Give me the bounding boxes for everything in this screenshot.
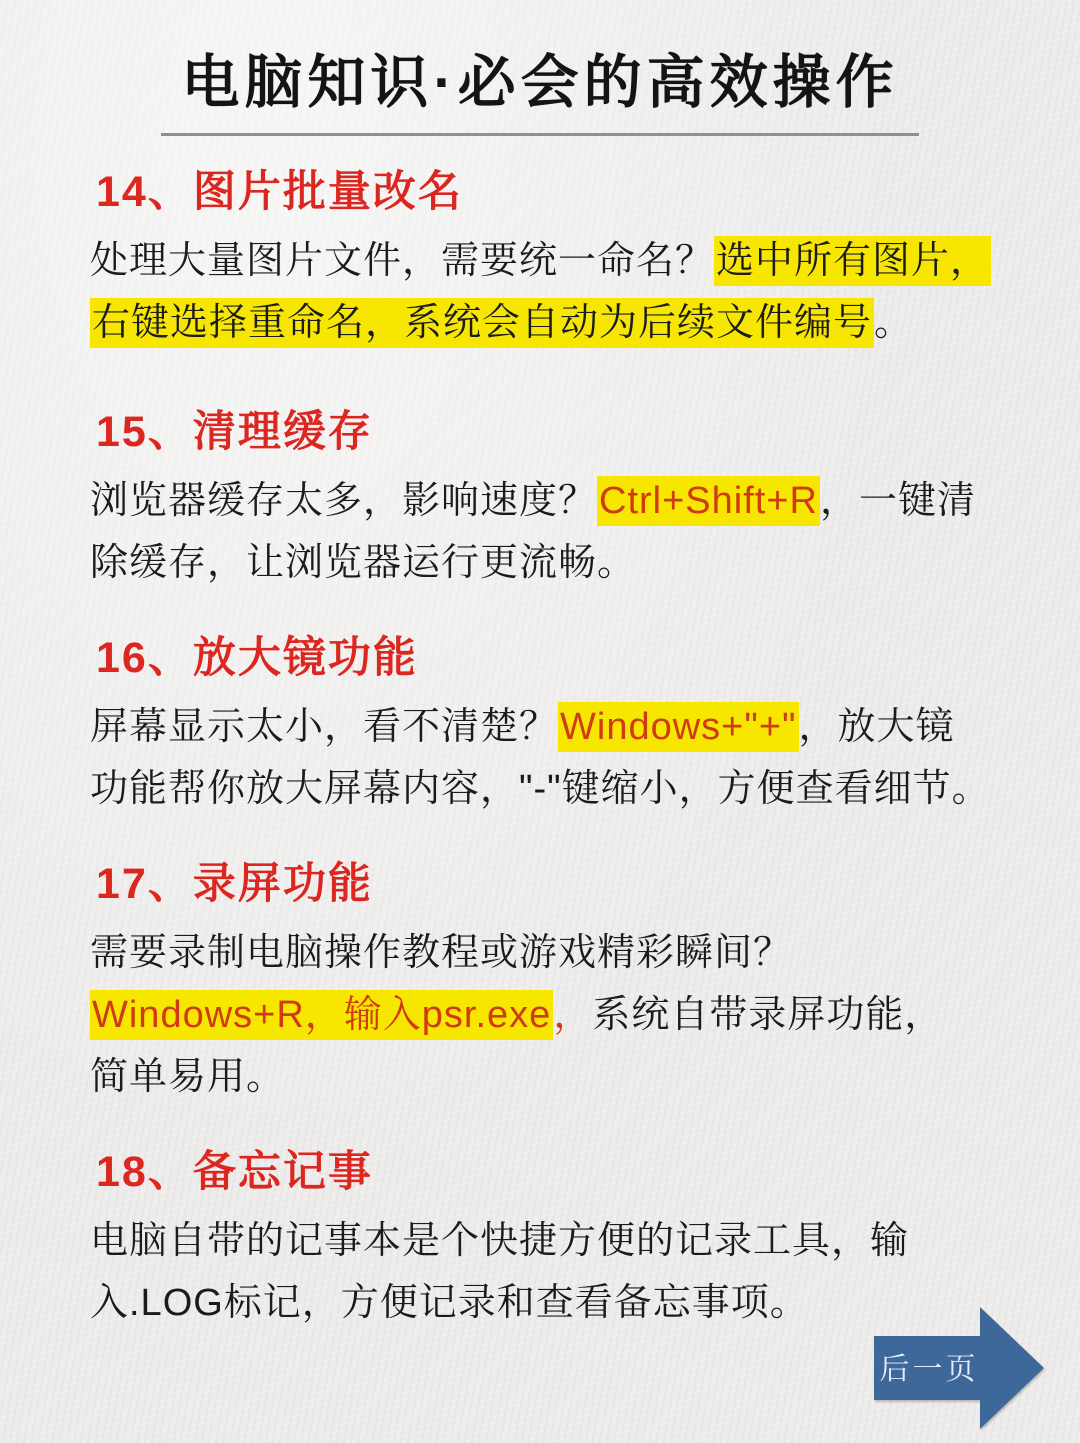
tip-section (90, 406, 1080, 594)
tip-text: 。 (874, 302, 914, 344)
tip-text-line (90, 1046, 1080, 1108)
tip-heading: 14、图片批量改名 (96, 168, 463, 216)
tip-text-line (90, 230, 1080, 292)
tip-text: 屏幕显示太小，看不清楚？ (90, 706, 559, 748)
tip-text: 电脑自带的记事本是个快捷方便的记录工具，输 (90, 1220, 910, 1262)
tip-text: 除缓存，让浏览器运行更流畅。 (90, 542, 637, 584)
tip-text-line (90, 984, 1080, 1046)
tip-text-line (90, 1210, 1080, 1272)
tip-section (90, 1146, 1080, 1334)
highlighted-text: Ctrl+Shift+R (597, 476, 820, 526)
tip-text-line (90, 292, 1080, 354)
tip-text: 需要录制电脑操作教程或游戏精彩瞬间？ (90, 932, 793, 974)
tip-heading: 18、备忘记事 (96, 1148, 373, 1196)
highlighted-text: 选中所有图片， (714, 236, 991, 286)
tip-section (90, 858, 1080, 1108)
tip-text-line (90, 470, 1080, 532)
tip-text: ，放大镜 (798, 706, 955, 748)
tip-text-line (90, 758, 1080, 820)
tip-text: 入.LOG标记，方便记录和查看备忘事项。 (90, 1282, 809, 1324)
highlighted-text: ， (553, 994, 593, 1036)
next-page-button[interactable] (874, 1307, 1044, 1429)
page-title: 电脑知识·必会的高效操作 (181, 50, 899, 115)
tips-list (0, 136, 1080, 1334)
tip-text: 简单易用。 (90, 1056, 286, 1098)
next-page-label: 后一页 (879, 1353, 979, 1386)
tip-text: ，一键清 (819, 480, 976, 522)
tip-text-line (90, 696, 1080, 758)
tip-text: 功能帮你放大屏幕内容，"-"键缩小，方便查看细节。 (90, 768, 991, 810)
highlighted-text: 右键选择重命名，系统会自动为后续文件编号 (90, 298, 874, 348)
tip-heading: 15、清理缓存 (96, 408, 373, 456)
tip-text-line (90, 532, 1080, 594)
tip-text-line (90, 922, 1080, 984)
tip-text: 系统自带录屏功能， (592, 994, 944, 1036)
tip-section (90, 632, 1080, 820)
tip-heading: 17、录屏功能 (96, 860, 373, 908)
highlighted-text: Windows+R，输入psr.exe (90, 990, 553, 1040)
arrow-right-icon (874, 1307, 1044, 1429)
tip-heading: 16、放大镜功能 (96, 634, 418, 682)
tip-text: 处理大量图片文件，需要统一命名？ (90, 240, 715, 282)
highlighted-text: Windows+"+" (558, 702, 799, 752)
tip-section (90, 166, 1080, 354)
tip-text: 浏览器缓存太多，影响速度？ (90, 480, 598, 522)
